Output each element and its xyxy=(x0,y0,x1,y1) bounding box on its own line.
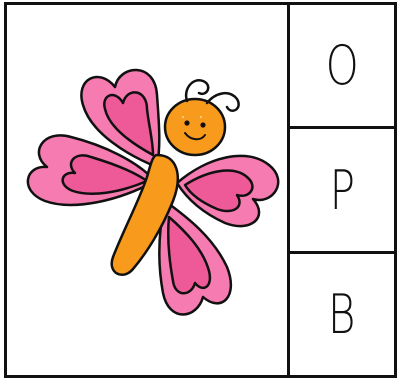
choice-label: O xyxy=(325,34,359,97)
choice-p[interactable] xyxy=(290,129,394,254)
choice-o[interactable] xyxy=(290,5,394,129)
letter-choices xyxy=(290,5,394,375)
clip-card xyxy=(4,2,397,378)
picture-panel xyxy=(7,5,290,375)
choice-label: B xyxy=(328,283,356,346)
butterfly-icon xyxy=(7,5,290,375)
choice-label: P xyxy=(329,158,355,222)
choice-b[interactable] xyxy=(290,254,394,375)
